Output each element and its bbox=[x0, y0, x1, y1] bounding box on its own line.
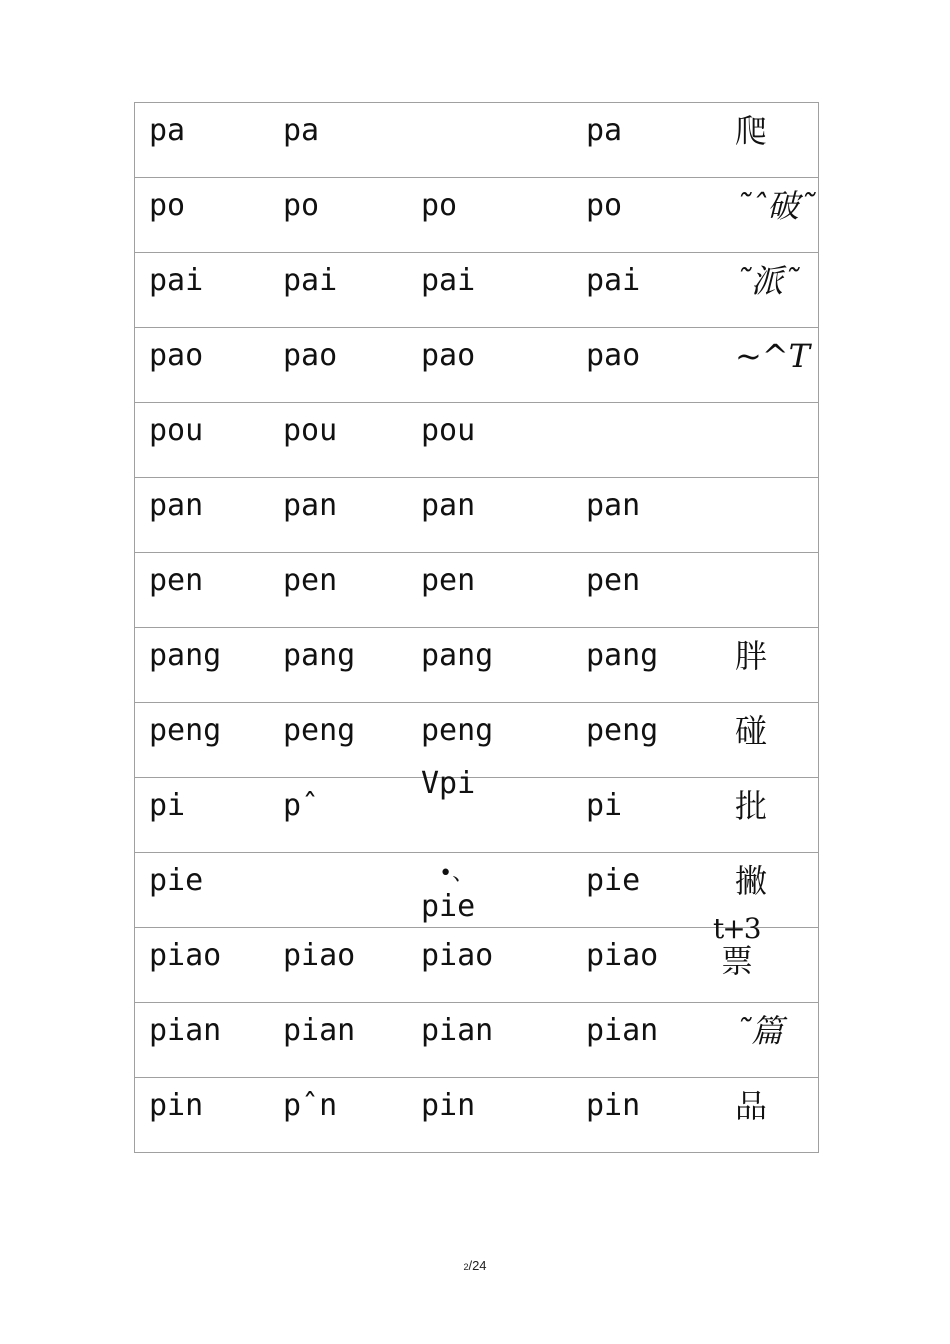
table-cell bbox=[270, 178, 406, 253]
table-cell bbox=[270, 928, 406, 1003]
table-cell bbox=[270, 853, 406, 928]
cell-text: peng bbox=[283, 713, 356, 748]
table-cell bbox=[135, 628, 271, 703]
table-cell bbox=[135, 703, 271, 778]
table-cell bbox=[406, 403, 573, 478]
table-cell bbox=[713, 478, 819, 553]
table-row bbox=[135, 928, 819, 1003]
table-cell bbox=[270, 628, 406, 703]
table-cell bbox=[270, 253, 406, 328]
table-cell bbox=[573, 178, 713, 253]
table-cell bbox=[713, 328, 819, 403]
cell-text: Vpi bbox=[421, 766, 476, 801]
cell-text: pian bbox=[149, 1013, 222, 1048]
table-cell bbox=[135, 178, 271, 253]
table-cell bbox=[135, 928, 271, 1003]
table-cell bbox=[713, 403, 819, 478]
cell-text: po bbox=[149, 188, 186, 223]
cell-text: piao bbox=[283, 938, 356, 973]
cell-text: pie bbox=[149, 863, 204, 898]
page-number-separator: / bbox=[468, 1258, 473, 1273]
cell-text: t+3 票 bbox=[713, 912, 760, 980]
cell-text: piao bbox=[421, 938, 494, 973]
table-cell bbox=[135, 1003, 271, 1078]
table-cell bbox=[406, 553, 573, 628]
cell-text: pˆ bbox=[283, 788, 320, 823]
table-row bbox=[135, 778, 819, 853]
cell-text: pˆn bbox=[283, 1088, 338, 1123]
table-cell bbox=[135, 253, 271, 328]
cell-text: pa bbox=[149, 113, 186, 148]
cell-text: pa bbox=[586, 113, 623, 148]
cell-text: pi bbox=[586, 788, 623, 823]
cell-text: pang bbox=[149, 638, 222, 673]
table-cell bbox=[135, 853, 271, 928]
cell-text: pin bbox=[586, 1088, 641, 1123]
table-cell bbox=[135, 328, 271, 403]
table-row bbox=[135, 1078, 819, 1153]
table-cell bbox=[573, 853, 713, 928]
table-cell bbox=[135, 478, 271, 553]
table-cell bbox=[135, 403, 271, 478]
table-cell bbox=[406, 766, 573, 853]
table-cell bbox=[270, 703, 406, 778]
table-cell bbox=[573, 703, 713, 778]
table-cell bbox=[713, 703, 819, 778]
table-cell bbox=[406, 1078, 573, 1153]
cell-text: pai bbox=[149, 263, 204, 298]
table-cell bbox=[573, 553, 713, 628]
table-cell bbox=[573, 1003, 713, 1078]
cell-text: •、 pie bbox=[421, 861, 476, 924]
cell-text: pen bbox=[283, 563, 338, 598]
table-cell bbox=[573, 253, 713, 328]
cell-text: pang bbox=[283, 638, 356, 673]
table-cell bbox=[406, 253, 573, 328]
cell-text: pai bbox=[421, 263, 476, 298]
table-cell bbox=[270, 478, 406, 553]
cell-text: pan bbox=[586, 488, 641, 523]
cell-text: ˜篇 bbox=[735, 1012, 784, 1050]
cell-text: pao bbox=[421, 338, 476, 373]
table-cell bbox=[270, 1078, 406, 1153]
page-footer bbox=[0, 1258, 950, 1273]
table-cell bbox=[573, 478, 713, 553]
table-cell bbox=[270, 328, 406, 403]
cell-text: pai bbox=[586, 263, 641, 298]
table-row bbox=[135, 478, 819, 553]
cell-text: po bbox=[283, 188, 320, 223]
cell-text: peng bbox=[421, 713, 494, 748]
table-cell bbox=[406, 1003, 573, 1078]
table-cell bbox=[713, 178, 819, 253]
cell-text: pang bbox=[421, 638, 494, 673]
cell-text: pang bbox=[586, 638, 659, 673]
pinyin-table bbox=[134, 102, 819, 1153]
cell-text: ~^T bbox=[735, 337, 810, 375]
cell-text: pa bbox=[283, 113, 320, 148]
cell-text: piao bbox=[149, 938, 222, 973]
table-cell bbox=[713, 103, 819, 178]
table-cell bbox=[406, 328, 573, 403]
table-cell bbox=[135, 1078, 271, 1153]
table-row bbox=[135, 328, 819, 403]
cell-text: po bbox=[586, 188, 623, 223]
table-cell bbox=[713, 912, 819, 1003]
table-cell bbox=[135, 778, 271, 853]
cell-text: pan bbox=[421, 488, 476, 523]
cell-text: pan bbox=[149, 488, 204, 523]
table-row bbox=[135, 403, 819, 478]
table-cell bbox=[406, 853, 573, 928]
cell-text: po bbox=[421, 188, 458, 223]
table-cell bbox=[573, 778, 713, 853]
table-row bbox=[135, 703, 819, 778]
page-number-total: 24 bbox=[472, 1258, 487, 1273]
table-cell bbox=[270, 778, 406, 853]
cell-text: 批 bbox=[735, 787, 768, 825]
cell-text: peng bbox=[586, 713, 659, 748]
table-cell bbox=[135, 103, 271, 178]
cell-text: pou bbox=[421, 413, 476, 448]
table-cell bbox=[270, 553, 406, 628]
table-cell bbox=[713, 1003, 819, 1078]
table-cell bbox=[713, 778, 819, 853]
table-cell bbox=[713, 553, 819, 628]
cell-text: pou bbox=[283, 413, 338, 448]
table-row bbox=[135, 178, 819, 253]
cell-text: pan bbox=[283, 488, 338, 523]
table-row bbox=[135, 103, 819, 178]
table-cell bbox=[406, 628, 573, 703]
table-cell bbox=[135, 553, 271, 628]
cell-text: peng bbox=[149, 713, 222, 748]
table-cell bbox=[406, 103, 573, 178]
cell-text: 爬 bbox=[735, 112, 768, 150]
table-cell bbox=[713, 628, 819, 703]
cell-text: 碰 bbox=[735, 712, 768, 750]
table-cell bbox=[573, 628, 713, 703]
table-cell bbox=[573, 928, 713, 1003]
table-row bbox=[135, 253, 819, 328]
table-cell bbox=[573, 103, 713, 178]
table-row bbox=[135, 628, 819, 703]
table-cell bbox=[406, 478, 573, 553]
table-cell bbox=[270, 403, 406, 478]
table-cell bbox=[713, 1078, 819, 1153]
cell-text: pao bbox=[283, 338, 338, 373]
cell-text: pen bbox=[421, 563, 476, 598]
cell-text: pin bbox=[149, 1088, 204, 1123]
table-cell bbox=[406, 178, 573, 253]
cell-text: ˜派˜ bbox=[735, 262, 800, 300]
table-cell bbox=[270, 103, 406, 178]
cell-text: pen bbox=[586, 563, 641, 598]
cell-text: pao bbox=[586, 338, 641, 373]
table-cell bbox=[270, 1003, 406, 1078]
table-cell bbox=[573, 1078, 713, 1153]
cell-text: piao bbox=[586, 938, 659, 973]
cell-text: pin bbox=[421, 1088, 476, 1123]
table-cell bbox=[573, 328, 713, 403]
cell-text: pao bbox=[149, 338, 204, 373]
cell-text: pen bbox=[149, 563, 204, 598]
table-cell bbox=[573, 403, 713, 478]
cell-text: 品 bbox=[735, 1087, 768, 1125]
cell-text: 胖 bbox=[735, 637, 768, 675]
table-row bbox=[135, 553, 819, 628]
table-row bbox=[135, 1003, 819, 1078]
cell-text: pian bbox=[421, 1013, 494, 1048]
cell-text: pian bbox=[586, 1013, 659, 1048]
cell-text: pou bbox=[149, 413, 204, 448]
cell-text: pi bbox=[149, 788, 186, 823]
table-cell bbox=[406, 928, 573, 1003]
cell-text: ˜ˆ破˜ bbox=[735, 187, 816, 225]
table-cell bbox=[713, 253, 819, 328]
page-number-current: 2 bbox=[463, 1262, 469, 1272]
cell-text: 撇 bbox=[735, 862, 768, 900]
cell-text: pai bbox=[283, 263, 338, 298]
cell-text: pie bbox=[586, 863, 641, 898]
cell-text: pian bbox=[283, 1013, 356, 1048]
pinyin-table-body bbox=[135, 103, 819, 1153]
